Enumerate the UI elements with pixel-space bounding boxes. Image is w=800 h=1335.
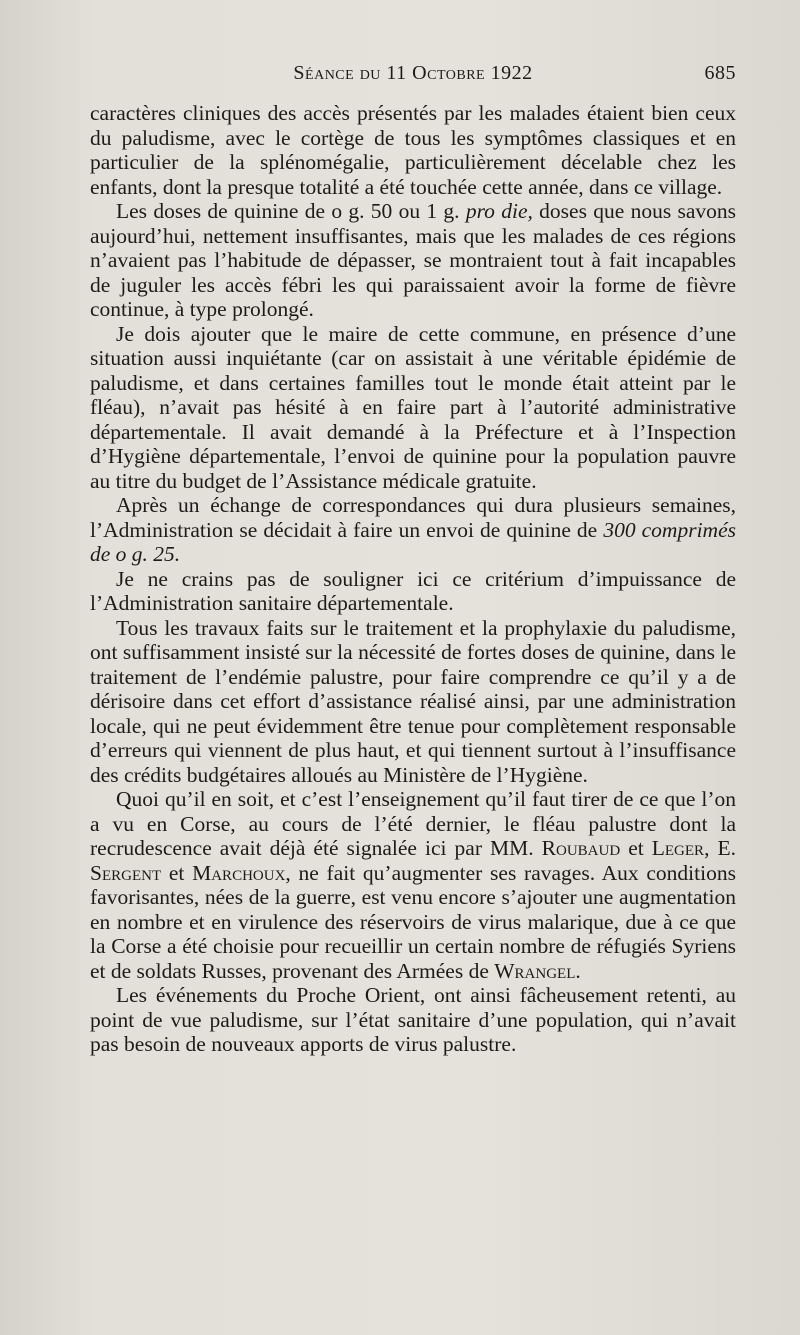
text-run: , ne fait qu’augmenter ses ravages. Aux conditions favorisantes, nées de la guerre, est venu encore s’ajouter une augmentation en nombre et en virulence des réservoirs de virus malarique, due à ce que la Corse a été choisie pour recueillir un certain nombre de réfugiés Syriens et de soldats Russes, provenant des Armées de bbox=[90, 860, 736, 983]
text-run: Les événements du Proche Orient, ont ainsi fâcheusement retenti, au point de vue paludisme, sur l’état sanitaire d’une population, qui n’avait pas besoin de nouveaux apports de virus palustre. bbox=[90, 983, 736, 1056]
paragraph bbox=[90, 322, 736, 494]
paragraph bbox=[90, 983, 736, 1057]
author-name: Leger bbox=[651, 836, 705, 860]
paragraph bbox=[90, 199, 736, 322]
running-title: Séance du 11 Octobre 1922 bbox=[293, 62, 533, 84]
text-run: Les doses de quinine de o g. 50 ou 1 g. bbox=[116, 199, 466, 223]
text-run: Quoi qu’il en soit, et c’est l’enseignement qu’il faut tirer de ce que l’on a vu en Corse, au cours de l’été dernier, le fléau palustre dont la recrudescence avait déjà été signalée ici par MM. bbox=[90, 787, 736, 860]
page-number: 685 bbox=[704, 62, 736, 84]
text-run: . bbox=[575, 958, 581, 983]
paragraph bbox=[90, 567, 736, 616]
text-run: Je ne crains pas de souligner ici ce critérium d’impuissance de l’Administration sanitaire départementale. bbox=[90, 566, 736, 615]
running-header bbox=[90, 58, 736, 88]
italic-text: pro die, bbox=[465, 199, 533, 223]
author-name: Marchoux bbox=[192, 860, 286, 885]
paragraph bbox=[90, 101, 736, 199]
body-text bbox=[90, 101, 736, 1057]
text-run: Je dois ajouter que le maire de cette commune, en présence d’une situation aussi inquiétante (car on assistait à une véritable épidémie de paludisme, et dans certaines familles tout le monde était atteint par le fléau), n’avait pas hésité à en faire part à l’autorité administrative départementale. Il avait demandé à la Préfecture et à l’Inspection d’Hygiène départementale, l’envoi de quinine pour la population pauvre au titre du budget de l’Assistance médicale gratuite. bbox=[90, 321, 736, 493]
paragraph bbox=[90, 493, 736, 567]
author-name: Roubaud bbox=[541, 836, 621, 860]
text-run: Après un échange de correspondances qui dura plusieurs semaines, l’Administration se décidait à faire un envoi de quinine de bbox=[90, 493, 736, 542]
author-name: Sergent bbox=[90, 860, 162, 885]
paragraph bbox=[90, 616, 736, 788]
text-run: caractères cliniques des accès présentés par les malades étaient bien ceux du paludisme, avec le cortège de tous les symptômes classiques et en particulier de la splénomégalie, particulièrement décelable chez les enfants, dont la presque totalité a été touchée cette année, dans ce village. bbox=[90, 101, 736, 199]
paragraph bbox=[90, 787, 736, 983]
text-run: , E. bbox=[704, 836, 736, 860]
text-run: Tous les travaux faits sur le traitement et la prophylaxie du paludisme, ont suffisamment insisté sur la nécessité de fortes doses de quinine, dans le traitement de l’endémie palustre, pour faire comprendre ce qu’il y a de dérisoire dans cet effort d’assistance réalisé ainsi, par une administration locale, qui ne peut évidemment être tenue pour complètement responsable d’erreurs qui viennent de plus haut, et qui tiennent surtout à l’insuffisance des crédits budgétaires alloués au Ministère de l’Hygiène. bbox=[90, 615, 736, 787]
text-run: et bbox=[161, 860, 193, 885]
text-run: et bbox=[620, 836, 652, 860]
text-run: doses que nous savons aujourd’hui, nettement insuffisantes, mais que les malades de ces régions n’avaient pas l’habitude de dépasser, se montraient tout à fait incapables de juguler les accès fébri les qui paraissaient avoir la forme de fièvre continue, à type prolongé. bbox=[90, 199, 737, 321]
italic-text: 300 comprimés de o g. 25. bbox=[90, 517, 736, 566]
author-name: Wrangel bbox=[494, 958, 576, 983]
